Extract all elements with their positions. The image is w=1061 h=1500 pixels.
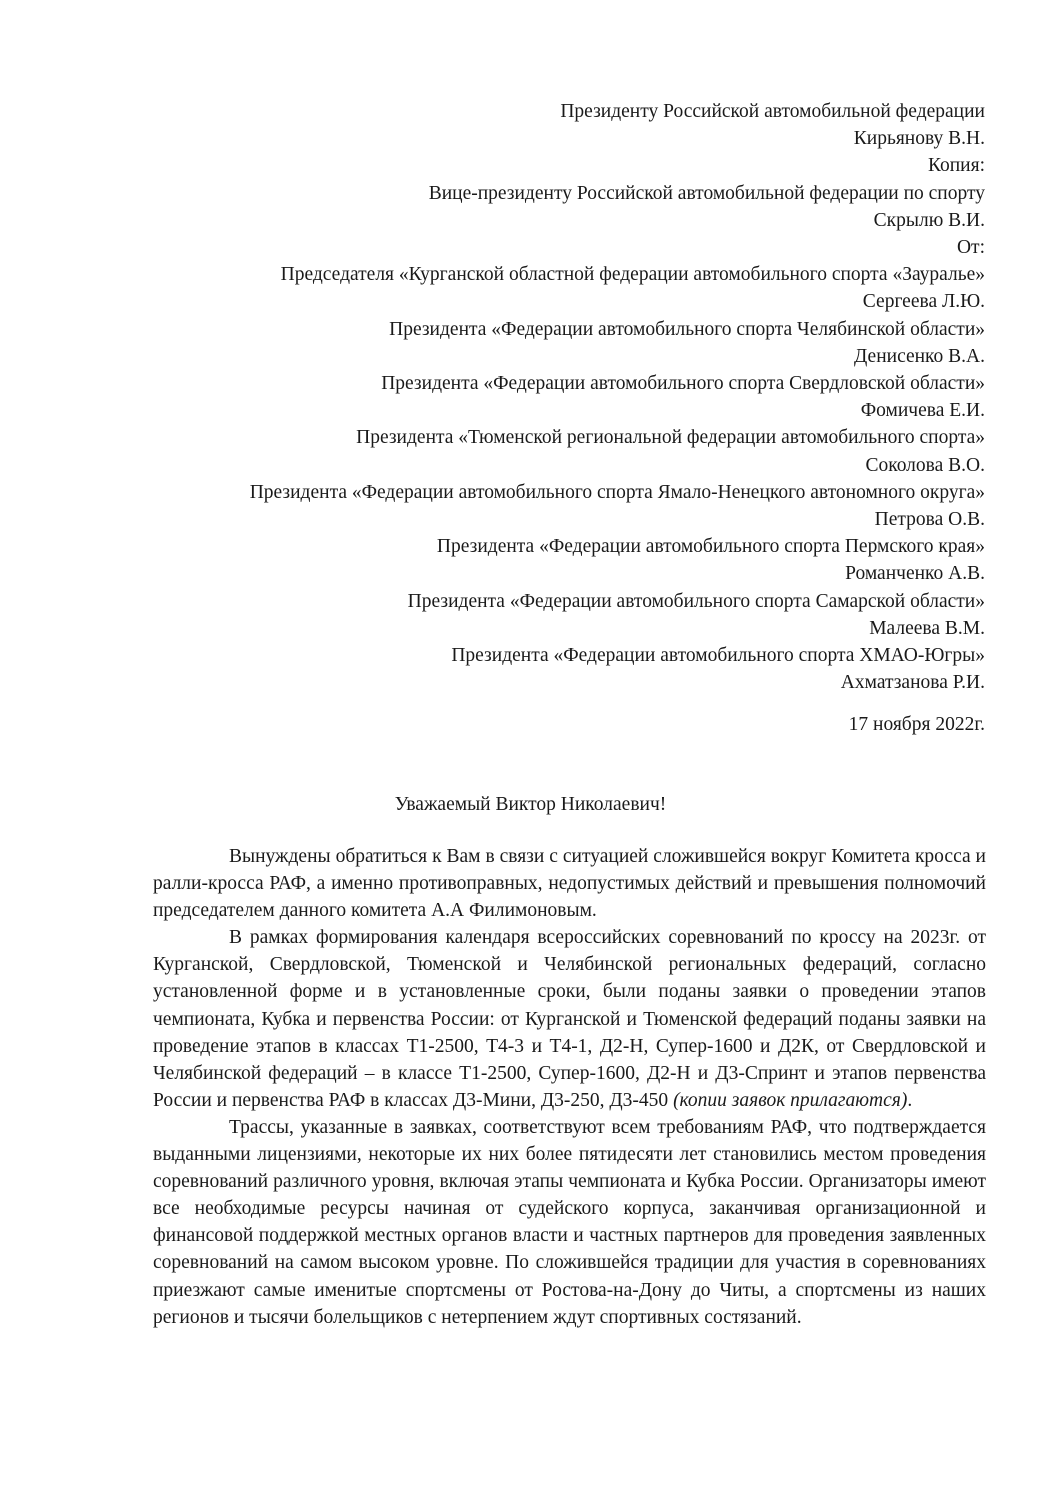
addressee-line: Президента «Федерации автомобильного спорта ХМАО-Югры» [451,645,985,667]
paragraph [153,924,986,1114]
addressee-line: Президенту Российской автомобильной федерации [560,101,985,122]
addressee-block [85,98,985,696]
addressee-line: Петрова О.В. [874,509,985,531]
salutation: Уважаемый Виктор Николаевич! [394,794,667,815]
paragraph-text: . [907,1089,913,1111]
letter-date: 17 ноября 2022г. [848,714,985,735]
addressee-line: От: [956,237,985,259]
addressee-line: Ахматзанова Р.И. [840,672,985,694]
addressee-line: Президента «Федерации автомобильного спорта Ямало-Ненецкого автономного округа» [249,481,985,503]
addressee-line: Денисенко В.А. [854,345,985,367]
addressee-line: Президента «Тюменской региональной федерации автомобильного спорта» [356,427,985,449]
addressee-line: Скрылю В.И. [873,209,985,231]
letter-body [153,843,986,1331]
addressee-line: Копия: [927,155,985,177]
addressee-line: Президента «Федерации автомобильного спорта Пермского края» [436,536,985,558]
addressee-line: Малеева В.М. [869,617,985,639]
attachments-note: (копии заявок прилагаются) [673,1089,908,1111]
addressee-line: Фомичева Е.И. [860,400,985,422]
addressee-line: Председателя «Курганской областной федерации автомобильного спорта «Зауралье» [280,264,985,286]
addressee-line: Соколова В.О. [865,454,985,476]
paragraph: Трассы, указанные в заявках, соответствуют всем требованиям РАФ, что подтверждается выданными лицензиями, некоторые их них более пятидесяти лет становились местом проведения соревнований различного уровня, включая этапы чемпионата и Кубка России. Организаторы имеют все необходимые ресурсы начиная от судейского корпуса, заканчивая организационной и финансовой поддержкой местных органов власти и частных партнеров для проведения заявленных соревнований на самом высоком уровне. По сложившейся традиции для участия в соревнованиях приезжают самые именитые спортсмены от Ростова-на-Дону до Читы, а спортсмены из наших регионов и тысячи болельщиков с нетерпением ждут спортивных состязаний. [153,1116,986,1328]
paragraph: Вынуждены обратиться к Вам в связи с ситуацией сложившейся вокруг Комитета кросса и ралли-кросса РАФ, а именно противоправных, недопустимых действий и превышения полномочий председателем данного комитета А.А Филимоновым. [153,846,986,922]
addressee-line: Президента «Федерации автомобильного спорта Самарской области» [407,590,985,612]
addressee-line: Президента «Федерации автомобильного спорта Челябинской области» [389,318,985,340]
addressee-line: Кирьянову В.Н. [853,128,985,150]
paragraph-text: В рамках формирования календаря всероссийских соревнований по кроссу на 2023г. от Курганской, Свердловской, Тюменской и Челябинской региональных федераций, согласно установленной форме и в установленные сроки, были поданы заявки о проведении этапов чемпионата, Кубка и первенства России: от Курганской и Тюменской федераций поданы заявки на проведение этапов в классах Т1-2500, Т4-3 и Т4-1, Д2-Н, Супер-1600 и Д2К, от Свердловской и Челябинской федераций – в классе Т1-2500, Супер-1600, Д2-Н и Д3-Спринт и этапов первенства России и первенства РАФ в классах Д3-Мини, Д3-250, Д3-450 [153,927,986,1111]
addressee-line: Президента «Федерации автомобильного спорта Свердловской области» [381,373,985,395]
addressee-line: Романченко А.В. [845,563,985,585]
addressee-line: Вице-президенту Российской автомобильной федерации по спорту [428,182,985,204]
addressee-line: Сергеева Л.Ю. [862,291,985,313]
